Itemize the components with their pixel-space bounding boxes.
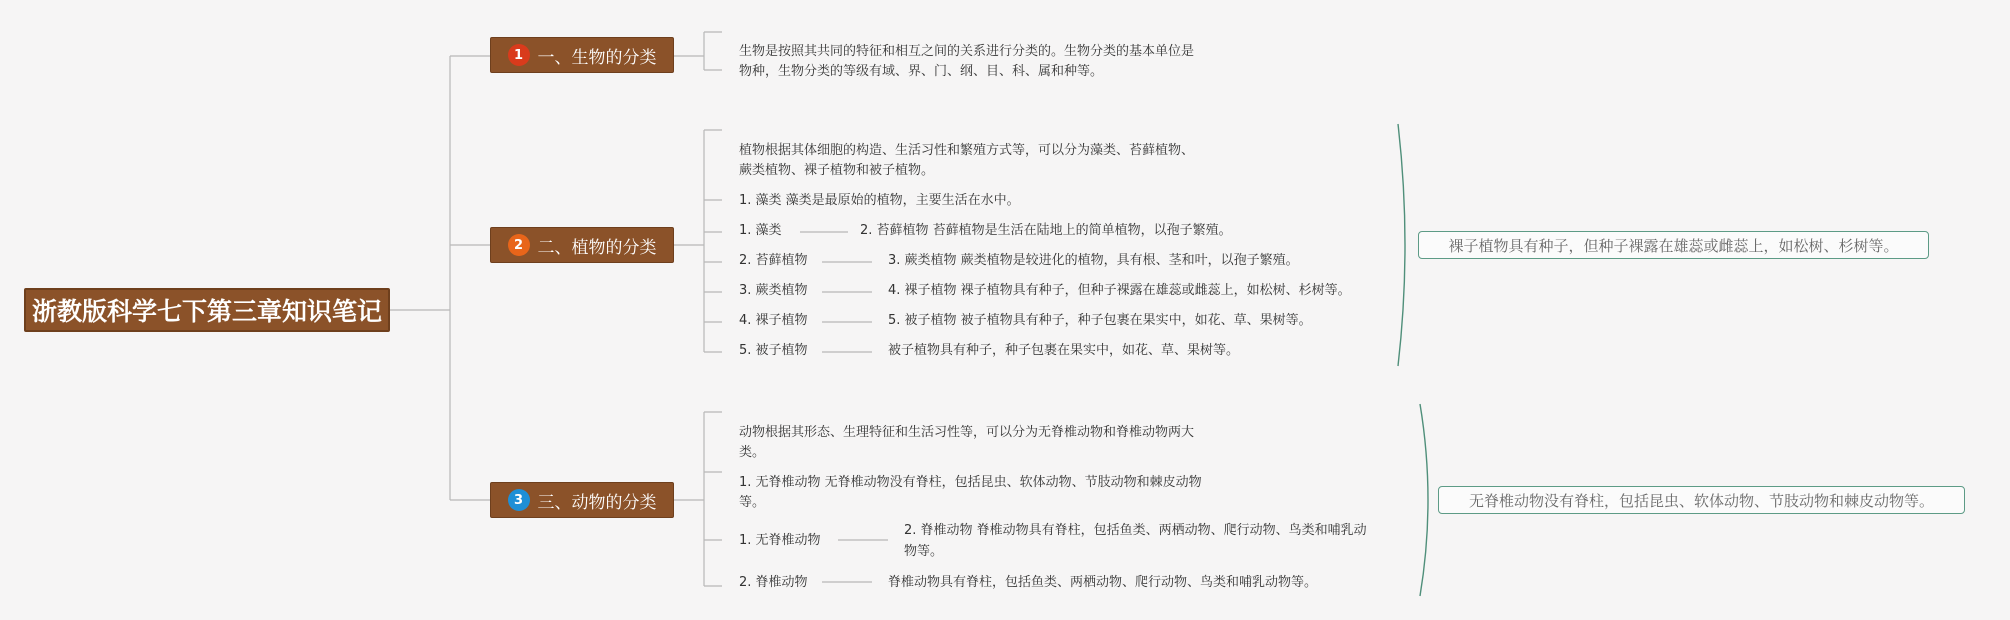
root-topic[interactable]: 浙教版科学七下第三章知识笔记 [24, 288, 390, 332]
plant-item-label[interactable]: 5. 被子植物 [739, 343, 808, 358]
section3-intro-line1[interactable]: 动物根据其形态、生理特征和生活习性等，可以分为无脊椎动物和脊椎动物两大 [739, 425, 1195, 440]
category-animal-classification[interactable] [490, 482, 674, 518]
category-title: 一、生物的分类 [537, 47, 657, 68]
section2-intro-line2[interactable]: 蕨类植物、裸子植物和被子植物。 [739, 163, 935, 178]
plant-summary-box[interactable]: 裸子植物具有种子，但种子裸露在雄蕊或雌蕊上，如松树、杉树等。 [1418, 231, 1929, 259]
plant-item-detail[interactable]: 被子植物具有种子，种子包裹在果实中，如花、草、果树等。 [888, 343, 1240, 358]
plant-item-detail[interactable]: 2. 苔藓植物 苔藓植物是生活在陆地上的简单植物，以孢子繁殖。 [860, 223, 1232, 238]
section1-intro-line1[interactable]: 生物是按照其共同的特征和相互之间的关系进行分类的。生物分类的基本单位是 [739, 44, 1195, 59]
plant-item-label[interactable]: 3. 蕨类植物 [739, 283, 808, 298]
category-biology-classification[interactable] [490, 37, 674, 73]
category-title: 二、植物的分类 [537, 237, 657, 258]
number-badge-2: 2 [508, 234, 530, 256]
category-title: 三、动物的分类 [537, 492, 657, 513]
plant-item-detail[interactable]: 4. 裸子植物 裸子植物具有种子，但种子裸露在雄蕊或雌蕊上，如松树、杉树等。 [888, 283, 1351, 298]
animal-item-detail-line2[interactable]: 物等。 [904, 544, 944, 559]
plant-item-label[interactable]: 1. 藻类 [739, 223, 782, 238]
section3-intro-line2[interactable]: 类。 [739, 445, 766, 460]
category-plant-classification[interactable] [490, 227, 674, 263]
section2-item-head[interactable]: 1. 藻类 藻类是最原始的植物，主要生活在水中。 [739, 193, 1020, 208]
number-badge-1: 1 [508, 44, 530, 66]
animal-summary-box[interactable]: 无脊椎动物没有脊柱，包括昆虫、软体动物、节肢动物和棘皮动物等。 [1438, 486, 1965, 514]
plant-item-detail[interactable]: 3. 蕨类植物 蕨类植物是较进化的植物，具有根、茎和叶，以孢子繁殖。 [888, 253, 1299, 268]
animal-item-detail-line1[interactable]: 2. 脊椎动物 脊椎动物具有脊柱，包括鱼类、两栖动物、爬行动物、鸟类和哺乳动 [904, 523, 1367, 538]
number-badge-3: 3 [508, 489, 530, 511]
plant-item-label[interactable]: 4. 裸子植物 [739, 313, 808, 328]
section3-item-head-line2[interactable]: 等。 [739, 495, 766, 510]
section1-intro-line2[interactable]: 物种，生物分类的等级有域、界、门、纲、目、科、属和种等。 [739, 64, 1104, 79]
animal-item-detail[interactable]: 脊椎动物具有脊柱，包括鱼类、两栖动物、爬行动物、鸟类和哺乳动物等。 [888, 575, 1318, 590]
section3-item-head-line1[interactable]: 1. 无脊椎动物 无脊椎动物没有脊柱，包括昆虫、软体动物、节肢动物和棘皮动物 [739, 475, 1202, 490]
animal-item-label[interactable]: 2. 脊椎动物 [739, 575, 808, 590]
animal-item-label[interactable]: 1. 无脊椎动物 [739, 533, 821, 548]
section2-intro-line1[interactable]: 植物根据其体细胞的构造、生活习性和繁殖方式等，可以分为藻类、苔藓植物、 [739, 143, 1195, 158]
plant-item-label[interactable]: 2. 苔藓植物 [739, 253, 808, 268]
plant-item-detail[interactable]: 5. 被子植物 被子植物具有种子，种子包裹在果实中，如花、草、果树等。 [888, 313, 1312, 328]
